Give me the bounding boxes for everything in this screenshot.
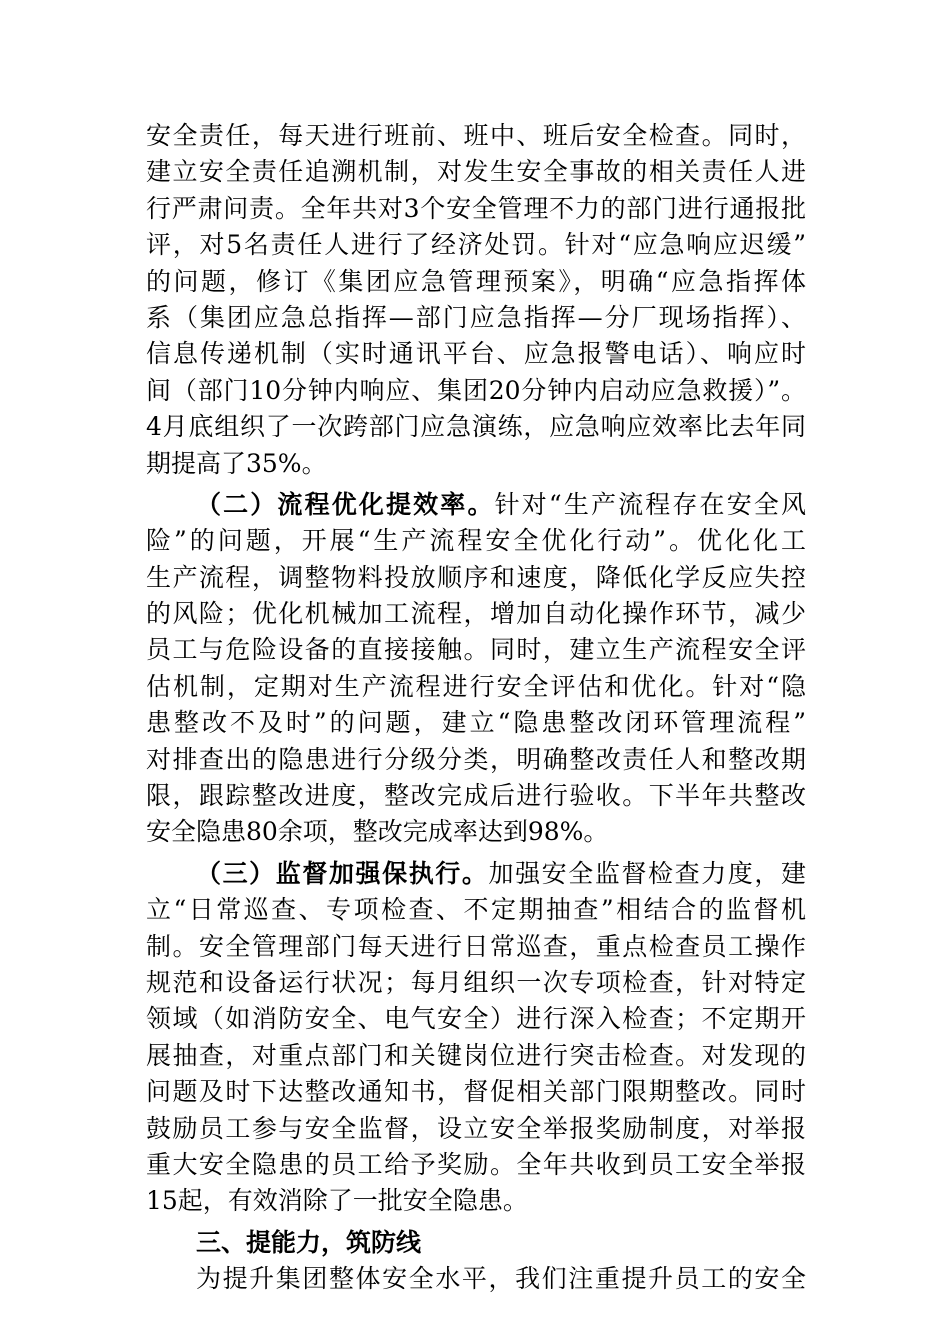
text-line: 限，跟踪整改进度，整改完成后进行验收。下半年共整改 xyxy=(146,781,806,811)
text-line: 间（部门10分钟内响应、集团20分钟内启动应急救援）”。 xyxy=(146,375,806,405)
text-line: 系（集团应急总指挥—部门应急指挥—分厂现场指挥）、 xyxy=(146,302,806,332)
text-line: 鼓励员工参与安全监督，设立安全举报奖励制度，对举报 xyxy=(146,1113,806,1143)
paragraph-capability xyxy=(146,1261,806,1297)
paragraph-first-line: 为提升集团整体安全水平，我们注重提升员工的安全 xyxy=(196,1264,806,1294)
subsection-title: （三）监督加强保执行。 xyxy=(196,858,489,888)
text-line: 患整改不及时”的问题，建立“隐患整改闭环管理流程” xyxy=(146,708,806,738)
text-line: 规范和设备运行状况；每月组织一次专项检查，针对特定 xyxy=(146,967,806,997)
subsection-title: （二）流程优化提效率。 xyxy=(196,489,495,519)
paragraph-first-line xyxy=(146,487,806,523)
text-line: 建立安全责任追溯机制，对发生安全事故的相关责任人进 xyxy=(146,157,806,187)
text-line: 估机制，定期对生产流程进行安全评估和优化。针对“隐 xyxy=(146,671,806,701)
text-line: 安全隐患80余项，整改完成率达到98%。 xyxy=(146,817,609,847)
text-line: 领域（如消防安全、电气安全）进行深入检查；不定期开 xyxy=(146,1004,806,1034)
text-line: 生产流程，调整物料投放顺序和速度，降低化学反应失控 xyxy=(146,562,806,592)
text-line: 安全责任，每天进行班前、班中、班后安全检查。同时， xyxy=(146,121,806,150)
paragraph-supervision xyxy=(146,856,806,1220)
text-line: 重大安全隐患的员工给予奖励。全年共收到员工安全举报 xyxy=(146,1149,806,1179)
section-heading: 三、提能力，筑防线 xyxy=(196,1227,422,1257)
text-line: 信息传递机制（实时通讯平台、应急报警电话）、响应时 xyxy=(146,339,806,369)
text-line: 员工与危险设备的直接接触。同时，建立生产流程安全评 xyxy=(146,635,806,665)
text-line: 制。安全管理部门每天进行日常巡查，重点检查员工操作 xyxy=(146,931,806,961)
text-line: 立“日常巡查、专项检查、不定期抽查”相结合的监督机 xyxy=(146,895,806,925)
paragraph-first-line xyxy=(146,856,806,892)
text-line: 评，对5名责任人进行了经济处罚。针对“应急响应迟缓” xyxy=(146,230,806,260)
text-run: 针对“生产流程存在安全风 xyxy=(494,489,806,519)
document-body xyxy=(146,118,806,1298)
paragraph-process-optimization xyxy=(146,487,806,851)
text-line: 15起，有效消除了一批安全隐患。 xyxy=(146,1186,528,1216)
text-line: 的问题，修订《集团应急管理预案》，明确“应急指挥体 xyxy=(146,266,806,296)
text-line: 对排查出的隐患进行分级分类，明确整改责任人和整改期 xyxy=(146,744,806,774)
text-line: 4月底组织了一次跨部门应急演练，应急响应效率比去年同 xyxy=(146,412,806,442)
text-run: 加强安全监督检查力度，建 xyxy=(488,858,806,888)
text-line: 的风险；优化机械加工流程，增加自动化操作环节，减少 xyxy=(146,599,806,629)
text-line: 行严肃问责。全年共对3个安全管理不力的部门进行通报批 xyxy=(146,193,806,223)
text-line: 问题及时下达整改通知书，督促相关部门限期整改。同时 xyxy=(146,1077,806,1107)
text-line: 期提高了35%。 xyxy=(146,448,327,478)
text-line: 展抽查，对重点部门和关键岗位进行突击检查。对发现的 xyxy=(146,1040,806,1070)
paragraph-emergency-response xyxy=(146,118,806,482)
text-line: 险”的问题，开展“生产流程安全优化行动”。优化化工 xyxy=(146,526,806,556)
